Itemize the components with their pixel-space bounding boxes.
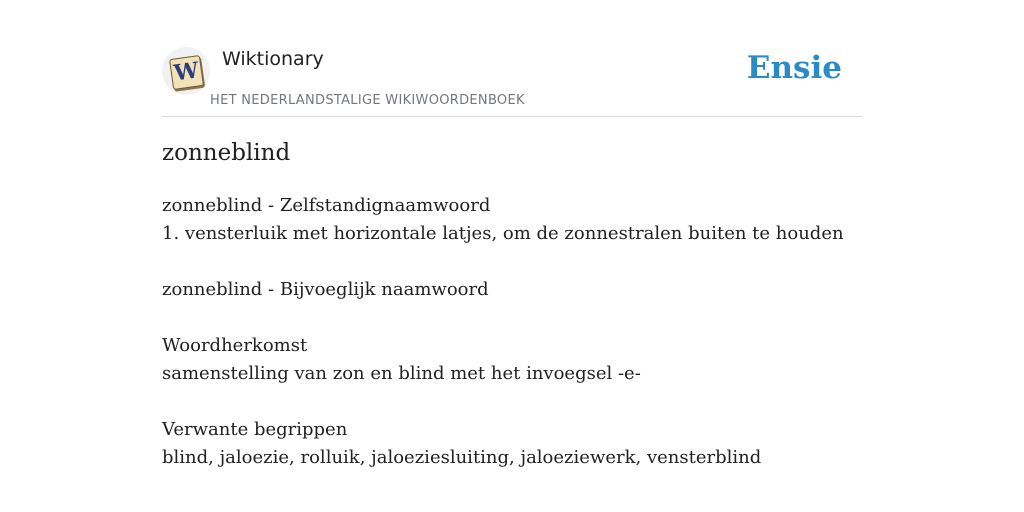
section-heading-related: Verwante begrippen [162, 419, 348, 440]
wiktionary-logo[interactable] [162, 47, 210, 95]
spacer [162, 388, 862, 416]
section-heading-adjective: zonneblind - Bijvoeglijk naamwoord [162, 279, 489, 300]
etymology-line: samenstelling van zon en blind met het invoegsel -e- [162, 363, 641, 384]
entry-content [162, 192, 862, 472]
site-name[interactable]: Wiktionary [222, 48, 324, 70]
ensie-brand-logo[interactable]: Ensie [746, 50, 842, 86]
definition-line: 1. vensterluik met horizontale latjes, om de zonnestralen buiten te houden [162, 223, 844, 244]
spacer [162, 304, 862, 332]
site-header [162, 44, 862, 117]
spacer [162, 248, 862, 276]
section-heading-etymology: Woordherkomst [162, 335, 308, 356]
site-tagline: HET NEDERLANDSTALIGE WIKIWOORDENBOEK [210, 93, 525, 108]
related-terms-line: blind, jaloezie, rolluik, jaloeziesluiting, jaloeziewerk, vensterblind [162, 447, 762, 468]
logo-tile-icon: W [169, 55, 204, 90]
page-title: zonneblind [162, 140, 291, 166]
section-heading-noun: zonneblind - Zelfstandignaamwoord [162, 195, 491, 216]
